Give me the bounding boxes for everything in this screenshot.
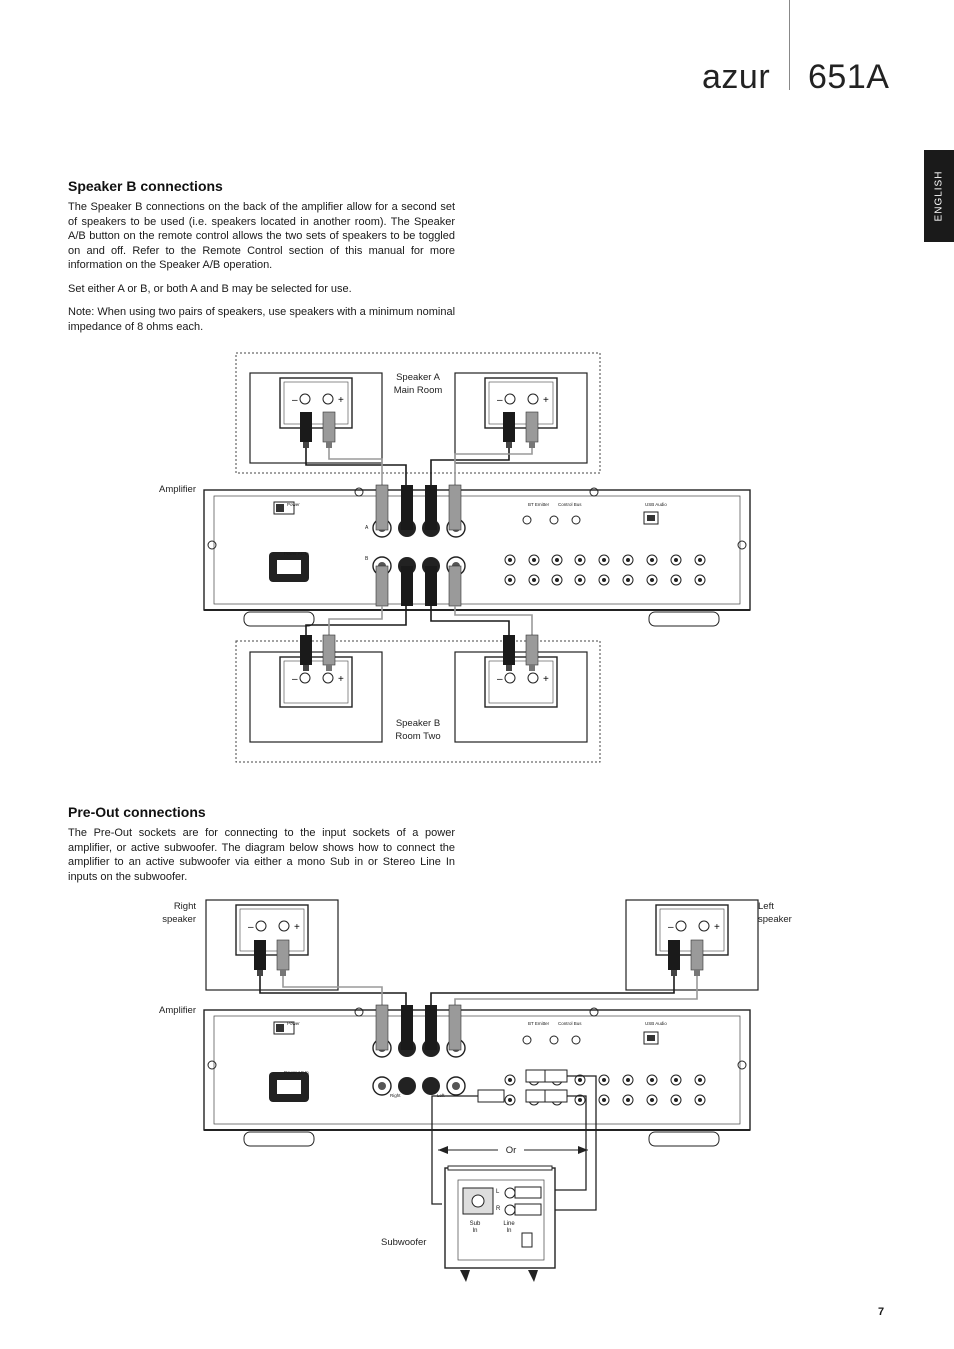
- sub-in-label-line2: In: [472, 1228, 478, 1234]
- page-number: 7: [878, 1306, 885, 1318]
- left-speaker-label-line1: Left: [758, 901, 774, 912]
- preout-paragraph: The Pre-Out sockets are for connecting to the input sockets of a power amplifier, or active subwoofer. The diagram below shows how to connect the amplifier to an active subwoofer via either a mono Sub in or Stereo Line In inputs on the subwoofer.: [68, 827, 455, 883]
- speaker-b-label: [378, 717, 458, 743]
- amp1-a-label: A: [365, 525, 369, 531]
- sub-in-label: [465, 1221, 485, 1235]
- line-in-label-line1: Line: [503, 1221, 515, 1227]
- amp2-left-label: Left: [437, 1093, 445, 1098]
- amp2-mains-label: Power AC In: [284, 1070, 309, 1075]
- note-label: Note:: [68, 306, 95, 318]
- amp2-right-label: Right: [390, 1093, 401, 1098]
- right-speaker: [206, 900, 338, 990]
- speaker-a-label: [378, 371, 458, 397]
- right-speaker-label-line2: speaker: [162, 914, 196, 925]
- speaker-b-paragraph-2: Set either A or B, or both A and B may be selected for use.: [68, 282, 352, 295]
- speaker-a-right: [455, 373, 587, 463]
- left-speaker-label: [758, 900, 824, 926]
- amp1-bt-emitter-label: BT Emitter: [528, 502, 550, 507]
- subwoofer-label: Subwoofer: [381, 1237, 427, 1248]
- channel-l-label: L: [496, 1189, 500, 1195]
- language-tab-label: ENGLISH: [933, 170, 945, 222]
- amp1-control-bus-label: Control Bus: [558, 502, 582, 507]
- line-in-label-line2: In: [506, 1228, 512, 1234]
- amp1-usb-audio-label: USB Audio: [645, 502, 667, 507]
- note-text: When using two pairs of speakers, use speakers with a minimum nominal impedance of 8 ohms each.: [68, 306, 456, 333]
- speaker-b-right: [455, 652, 587, 742]
- amp2-power-label: Power: [287, 1021, 300, 1026]
- or-label: Or: [505, 1145, 517, 1156]
- amp2-usb-audio-label: USB Audio: [645, 1021, 667, 1026]
- amp1-b-label: B: [365, 556, 369, 562]
- line-in-label: [498, 1221, 520, 1235]
- speaker-b-label-line1: Speaker B: [395, 718, 441, 729]
- left-speaker-label-line2: speaker: [758, 914, 792, 925]
- brand-azur: azur: [702, 58, 771, 96]
- sub-in-label-line1: Sub: [469, 1221, 481, 1227]
- amp1-power-label: Power: [287, 502, 300, 507]
- amp2-control-bus-label: Control Bus: [558, 1021, 582, 1026]
- channel-r-label: R: [496, 1206, 501, 1212]
- amplifier-label-2: Amplifier: [159, 1005, 196, 1016]
- speaker-b-left: [250, 652, 382, 742]
- model-number: 651A: [808, 58, 890, 96]
- right-speaker-label-line1: Right: [173, 901, 196, 912]
- speaker-b-paragraph-1: The Speaker B connections on the back of the amplifier allow for a second set of speakers to be used (i.e. speakers located in another room). The Speaker A/B button on the remote control allows the two sets of speakers to be toggled on and off. Refer to the Remote Control section of this manual for more information on the Speaker A/B operation.: [68, 201, 455, 271]
- amplifier-rear-panel-2: [204, 1008, 750, 1146]
- right-speaker-label: [130, 900, 196, 926]
- speaker-a-label-line2: Main Room: [393, 385, 443, 396]
- speaker-a-label-line1: Speaker A: [396, 372, 440, 383]
- speaker-a-left: [250, 373, 382, 463]
- speaker-b-diagram: – +: [0, 0, 954, 1349]
- amplifier-rear-panel-1: [204, 488, 750, 626]
- amp1-mains-label: Power AC In: [284, 551, 309, 556]
- speaker-b-label-line2: Room Two: [395, 731, 441, 742]
- speaker-b-heading: Speaker B connections: [68, 178, 223, 194]
- preout-heading: Pre-Out connections: [68, 804, 206, 820]
- amplifier-label-1: Amplifier: [159, 484, 196, 495]
- amp2-bt-emitter-label: BT Emitter: [528, 1021, 550, 1026]
- preout-section: [68, 804, 455, 884]
